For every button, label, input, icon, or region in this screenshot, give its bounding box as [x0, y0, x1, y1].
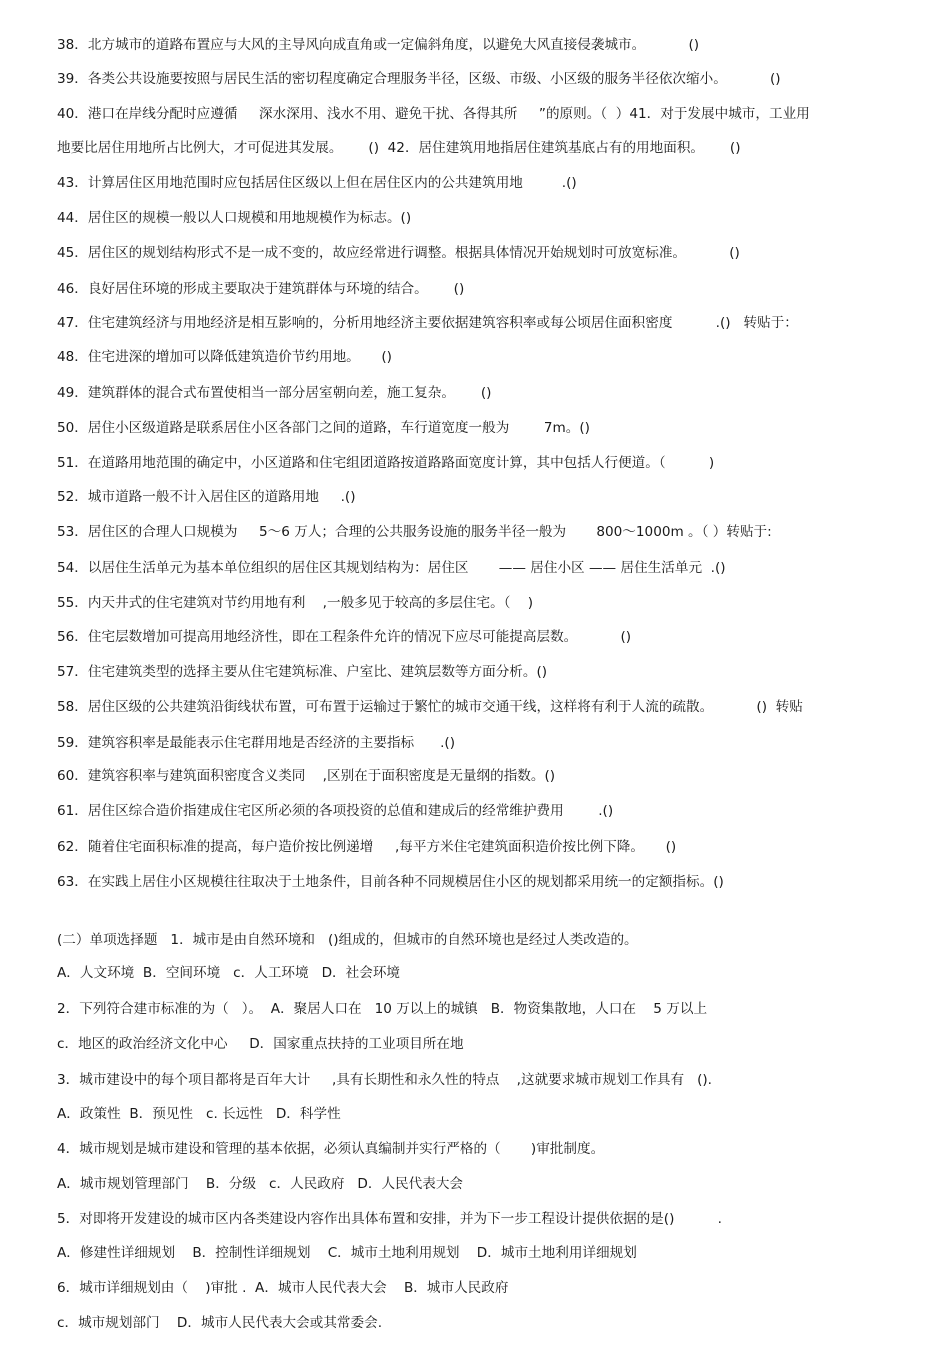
choice-options-2: c．地区的政治经济文化中心 D．国家重点扶持的工业项目所在地 — [57, 1036, 464, 1052]
question-47: 47．住宅建筑经济与用地经济是相互影响的，分析用地经济主要依据建筑容积率或每公顷居住面积密度 .() 转贴于： — [57, 315, 798, 331]
question-38: 38．北方城市的道路布置应与大风的主导风向成直角或一定偏斜角度，以避免大风直接侵袭城市。 () — [57, 37, 700, 53]
choice-options-6: c．城市规划部门 D．城市人民代表大会或其常委会. — [57, 1315, 383, 1331]
choice-question-2: 2．下列符合建市标准的为（ ）。 A．聚居人口在 10 万以上的城镇 B．物资集散地，人口在 5 万以上 — [57, 1001, 708, 1017]
question-57: 57．住宅建筑类型的选择主要从住宅建筑标准、户室比、建筑层数等方面分析。() — [57, 664, 548, 680]
question-41-42: 地要比居住用地所占比例大，才可促进其发展。 () 42．居住建筑用地指居住建筑基底占有的用地面积。 () — [57, 140, 741, 156]
choice-options-5: A．修建性详细规划 B．控制性详细规划 C．城市土地利用规划 D．城市土地利用详细规划 — [57, 1245, 637, 1261]
question-48: 48．住宅进深的增加可以降低建筑造价节约用地。 () — [57, 349, 392, 365]
question-56: 56．住宅层数增加可提高用地经济性，即在工程条件允许的情况下应尽可能提高层数。 () — [57, 629, 632, 645]
choice-question-3: 3．城市建设中的每个项目都将是百年大计 ,具有长期性和永久性的特点 ,这就要求城市规划工作具有 (). — [57, 1072, 713, 1088]
question-58: 58．居住区级的公共建筑沿街线状布置，可布置于运输过于繁忙的城市交通干线，这样将有利于人流的疏散。 () 转贴 — [57, 699, 803, 715]
question-54: 54．以居住生活单元为基本单位组织的居住区其规划结构为：居住区 —— 居住小区 —— 居住生活单元 .() — [57, 560, 726, 576]
question-39: 39．各类公共设施要按照与居民生活的密切程度确定合理服务半径，区级、市级、小区级的服务半径依次缩小。 () — [57, 71, 781, 87]
question-49: 49．建筑群体的混合式布置使相当一部分居室朝向差，施工复杂。 () — [57, 385, 492, 401]
question-44: 44．居住区的规模一般以人口规模和用地规模作为标志。() — [57, 210, 412, 226]
question-50: 50．居住小区级道路是联系居住小区各部门之间的道路，车行道宽度一般为 7m。() — [57, 420, 590, 436]
question-59: 59．建筑容积率是最能表示住宅群用地是否经济的主要指标 .() — [57, 735, 455, 751]
choice-options-3: A．政策性 B．预见性 c. 长远性 D．科学性 — [57, 1106, 341, 1122]
question-52: 52．城市道路一般不计入居住区的道路用地 .() — [57, 489, 356, 505]
question-45: 45．居住区的规划结构形式不是一成不变的，故应经常进行调整。根据具体情况开始规划时可放宽标准。 () — [57, 245, 740, 261]
question-62: 62．随着住宅面积标准的提高，每户造价按比例递增 ,每平方米住宅建筑面积造价按比例下降。 () — [57, 839, 677, 855]
question-63: 63．在实践上居住小区规模往往取决于土地条件，目前各种不同规模居住小区的规划都采用统一的定额指标。() — [57, 874, 724, 890]
question-55: 55．内天井式的住宅建筑对节约用地有利 ,一般多见于较高的多层住宅。（ ) — [57, 595, 534, 611]
choice-options-1: A．人文环境 B．空间环境 c．人工环境 D．社会环境 — [57, 965, 401, 981]
question-53: 53．居住区的合理人口规模为 5～6 万人；合理的公共服务设施的服务半径一般为 800～1000m 。（ ）转贴于: — [57, 524, 772, 540]
choice-question-5: 5．对即将开发建设的城市区内各类建设内容作出具体布置和安排，并为下一步工程设计提供依据的是() . — [57, 1211, 722, 1227]
question-40-41: 40．港口在岸线分配时应遵循 深水深用、浅水不用、避免干扰、各得其所 ”的原则。（ ）41．对于发展中城市，工业用 — [57, 106, 810, 122]
choice-question-6: 6．城市详细规划由（ )审批 . A．城市人民代表大会 B．城市人民政府 — [57, 1280, 509, 1296]
question-60: 60．建筑容积率与建筑面积密度含义类同 ,区别在于面积密度是无量纲的指数。() — [57, 768, 556, 784]
question-46: 46．良好居住环境的形成主要取决于建筑群体与环境的结合。 () — [57, 281, 465, 297]
choice-options-4: A．城市规划管理部门 B．分级 c．人民政府 D．人民代表大会 — [57, 1176, 464, 1192]
question-43: 43．计算居住区用地范围时应包括居住区级以上但在居住区内的公共建筑用地 .() — [57, 175, 577, 191]
section-single-choice: (二）单项选择题 1．城市是由自然环境和 ()组成的，但城市的自然环境也是经过人类改造的。 — [57, 932, 638, 948]
choice-question-4: 4．城市规划是城市建设和管理的基本依据，必须认真编制并实行严格的（ )审批制度。 — [57, 1141, 605, 1157]
question-51: 51．在道路用地范围的确定中，小区道路和住宅组团道路按道路路面宽度计算，其中包括人行便道。（ ) — [57, 455, 715, 471]
question-61: 61．居住区综合造价指建成住宅区所必须的各项投资的总值和建成后的经常维护费用 .() — [57, 803, 614, 819]
